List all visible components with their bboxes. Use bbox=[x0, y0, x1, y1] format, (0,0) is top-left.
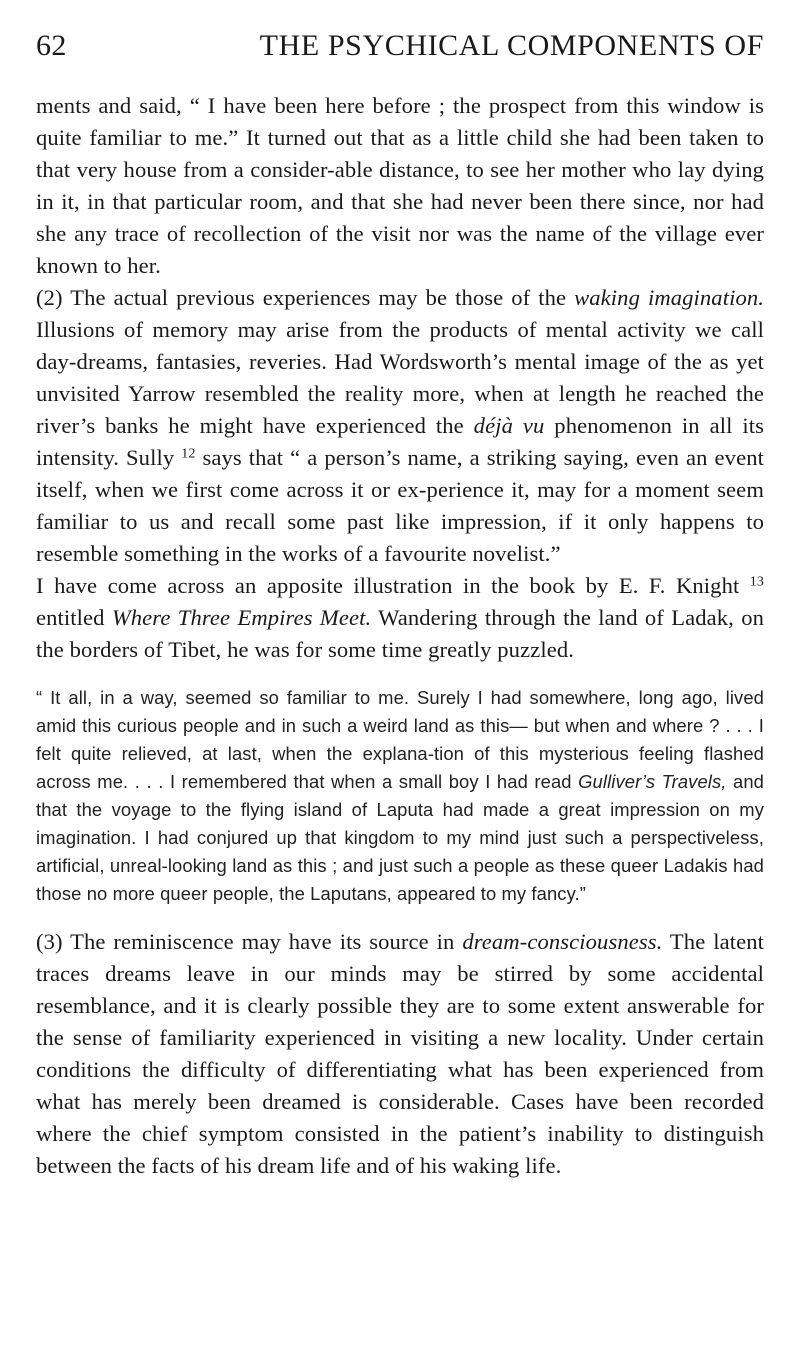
page-number: 62 bbox=[36, 29, 67, 62]
block-quote-text-b: and that the voyage to the flying island of Laputa had made a great impression on my imagination. I had conjured up that kingdom to my mind just such a perspectiveless, artificial, unreal-looking land as this ; and just such a people as these queer Ladakis had those no more queer people, the Laputans, appeared to my fancy.” bbox=[36, 771, 764, 904]
block-quote-paragraph bbox=[36, 684, 764, 908]
paragraph-4-text-a: (3) The reminiscence may have its source in bbox=[36, 929, 463, 954]
paragraph-3-text-b: entitled bbox=[36, 605, 112, 630]
running-title: THE PSYCHICAL COMPONENTS OF bbox=[259, 29, 764, 62]
book-title-where-three-empires-meet: Where Three Empires Meet. bbox=[111, 605, 372, 630]
paragraph-1-text: ments and said, “ I have been here before ; the prospect from this window is quite familiar to me.” It turned out that as a little child she had been taken to that very house from a consider-able distance, to see her mother who lay dying in it, in that particular room, and that she had never been there since, nor had she any trace of recollection of the visit nor was the name of the village ever known to her. bbox=[36, 93, 764, 278]
paragraph-3 bbox=[36, 570, 764, 666]
body-text bbox=[36, 90, 764, 1182]
paragraph-2 bbox=[36, 282, 764, 570]
paragraph-2-text-c: phenomenon in all its intensity. Sully bbox=[36, 413, 765, 470]
page-header bbox=[36, 24, 764, 68]
block-quote-text-a: “ It all, in a way, seemed so familiar to me. Surely I had somewhere, long ago, lived amid this curious people and in such a weird land as this— but when and where ? . . . I felt quite relieved, at last, when the explana-tion of this mysterious feeling flashed across me. . . . I remembered that when a small boy I had read bbox=[36, 687, 764, 792]
paragraph-4 bbox=[36, 926, 764, 1182]
paragraph-2-emphasis-deja-vu: déjà vu bbox=[473, 413, 545, 438]
footnote-ref-13: 13 bbox=[749, 574, 764, 590]
paragraph-2-text-d: says that “ a person’s name, a striking saying, even an event itself, when we first come across it or ex-perience it, may for a moment seem familiar to us and recall some past like impression, if it only happens to resemble something in the works of a favourite novelist.” bbox=[36, 445, 764, 566]
book-title-gullivers-travels: Gulliver’s Travels, bbox=[578, 771, 727, 792]
footnote-ref-12: 12 bbox=[181, 446, 196, 462]
paragraph-1 bbox=[36, 90, 764, 282]
block-quote bbox=[36, 684, 764, 908]
paragraph-3-text-c: Wandering through the land of Ladak, on the borders of Tibet, he was for some time greatly puzzled. bbox=[36, 605, 764, 662]
paragraph-4-emphasis-dream-consciousness: dream-consciousness. bbox=[462, 929, 663, 954]
paragraph-4-text-b: The latent traces dreams leave in our minds may be stirred by some accidental resemblance, and it is clearly possible they are to some extent answerable for the sense of familiarity experienced in visiting a new locality. Under certain conditions the difficulty of differentiating what has been experienced from what has merely been dreamed is considerable. Cases have been recorded where the chief symptom consisted in the patient’s inability to distinguish between the facts of his dream life and of his waking life. bbox=[36, 929, 764, 1178]
paragraph-3-text-a: I have come across an apposite illustration in the book by E. F. Knight bbox=[36, 573, 750, 598]
paragraph-2-emphasis-waking-imagination: waking imagination. bbox=[574, 285, 765, 310]
paragraph-2-text-a: (2) The actual previous experiences may be those of the bbox=[36, 285, 575, 310]
paragraph-2-text-b: Illusions of memory may arise from the products of mental activity we call day-dreams, fantasies, reveries. Had Wordsworth’s mental image of the as yet unvisited Yarrow resembled the reality more, when at length he reached the river’s banks he might have experienced the bbox=[36, 317, 764, 438]
book-page bbox=[36, 24, 764, 1182]
